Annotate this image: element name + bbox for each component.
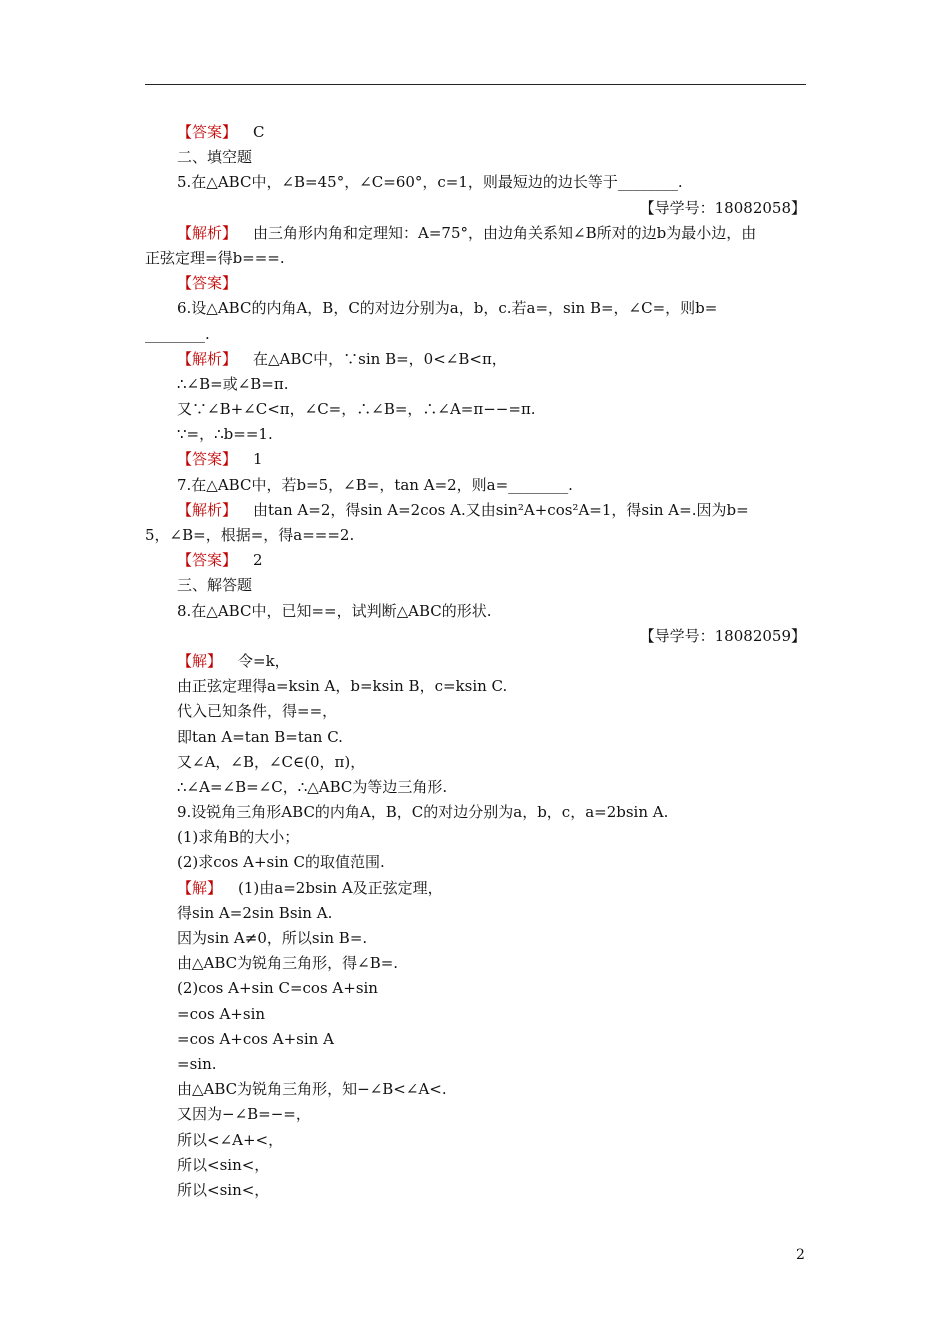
- text-line: [145, 699, 806, 724]
- text-line: [145, 951, 806, 976]
- text-line: [145, 170, 806, 195]
- text-line: [145, 145, 806, 170]
- line-text: ∵=，∴b==1.: [177, 425, 273, 444]
- line-text: 又∠A，∠B，∠C∈(0，π)，: [177, 752, 366, 771]
- text-line: [145, 1027, 806, 1052]
- line-text: =cos A+sin: [177, 1004, 266, 1023]
- text-line: [145, 1077, 806, 1102]
- line-text: (2)求cos A+sin C的取值范围.: [177, 853, 385, 872]
- section-tag: 【答案】: [177, 450, 238, 469]
- line-text: 二、填空题: [177, 148, 253, 167]
- line-text: 2: [253, 551, 263, 570]
- text-line: [145, 271, 806, 296]
- section-tag: 【解析】: [177, 500, 238, 519]
- section-tag: 【答案】: [177, 274, 238, 293]
- line-text: 由正弦定理得a=ksin A，b=ksin B，c=ksin C.: [177, 677, 508, 696]
- text-line: [145, 473, 806, 498]
- line-text: (1)由a=2bsin A及正弦定理，: [238, 878, 443, 897]
- text-line: [145, 447, 806, 472]
- line-text: =cos A+cos A+sin A: [177, 1029, 334, 1048]
- text-line: [145, 674, 806, 699]
- section-tag: 【解析】: [177, 349, 238, 368]
- section-tag: 【解】: [177, 878, 223, 897]
- line-text: ∴∠B=或∠B=π.: [177, 374, 289, 393]
- text-line: [145, 1128, 806, 1153]
- line-text: =sin.: [177, 1054, 217, 1073]
- line-text: 所以<∠A+<，: [177, 1130, 284, 1149]
- line-text: (2)cos A+sin C=cos A+sin: [177, 979, 378, 998]
- page-number: 2: [796, 1247, 805, 1263]
- text-line: [145, 800, 806, 825]
- line-text: 5.在△ABC中，∠B=45°，∠C=60°，c=1，则最短边的边长等于________.: [177, 173, 683, 192]
- line-text: 6.设△ABC的内角A，B，C的对边分别为a，b，c.若a=，sin B=，∠C=，则b=: [177, 299, 718, 318]
- text-line: [145, 825, 806, 850]
- text-line: [145, 573, 806, 598]
- text-line: [145, 372, 806, 397]
- text-line: [145, 1102, 806, 1127]
- section-tag: 【答案】: [177, 551, 238, 570]
- line-text: (1)求角B的大小；: [177, 828, 300, 847]
- text-line: [145, 850, 806, 875]
- text-line: [145, 1002, 806, 1027]
- text-line: [145, 246, 806, 271]
- line-text: 【导学号：18082059】: [639, 626, 806, 645]
- text-line: [145, 548, 806, 573]
- line-text: 在△ABC中，∵sin B=，0<∠B<π，: [253, 349, 507, 368]
- text-line: [145, 1052, 806, 1077]
- text-line: [145, 649, 806, 674]
- text-line: [145, 1153, 806, 1178]
- line-text: 7.在△ABC中，若b=5，∠B=，tan A=2，则a=________.: [177, 475, 573, 494]
- section-tag: 【答案】: [177, 123, 238, 141]
- line-text: ________.: [145, 324, 210, 343]
- text-line: [145, 901, 806, 926]
- line-text: 令=k，: [238, 651, 290, 670]
- text-line: [145, 750, 806, 775]
- line-text: 由△ABC为锐角三角形，得∠B=.: [177, 954, 399, 973]
- text-line: [145, 725, 806, 750]
- text-line: [145, 926, 806, 951]
- line-text: 正弦定理=得b===.: [145, 248, 285, 267]
- text-line: [145, 397, 806, 422]
- text-line: [145, 221, 806, 246]
- line-text: 【导学号：18082058】: [639, 198, 806, 217]
- line-text: C: [253, 123, 265, 141]
- text-line: [145, 322, 806, 347]
- header-rule: [145, 84, 806, 85]
- section-tag: 【解析】: [177, 223, 238, 242]
- text-line: [145, 1178, 806, 1203]
- line-text: 因为sin A≠0，所以sin B=.: [177, 929, 368, 947]
- line-text: 由三角形内角和定理知：A=75°，由边角关系知∠B所对的边b为最小边，由: [253, 223, 757, 242]
- text-line: [145, 775, 806, 800]
- line-text: ∴∠A=∠B=∠C，∴△ABC为等边三角形.: [177, 777, 448, 796]
- line-text: 三、解答题: [177, 576, 253, 595]
- text-line: [145, 624, 806, 649]
- section-tag: 【解】: [177, 651, 223, 670]
- line-text: 由△ABC为锐角三角形，知−∠B<∠A<.: [177, 1080, 447, 1099]
- line-text: 又因为−∠B=−=，: [177, 1105, 311, 1124]
- line-text: 又∵∠B+∠C<π，∠C=，∴∠B=，∴∠A=π−−=π.: [177, 400, 536, 419]
- line-text: 所以<sin<，: [177, 1155, 270, 1174]
- line-text: 即tan A=tan B=tan C.: [177, 727, 343, 746]
- text-line: [145, 422, 806, 447]
- line-text: 5，∠B=，根据=，得a===2.: [145, 526, 355, 544]
- text-line: [145, 976, 806, 1001]
- text-line: [145, 120, 806, 145]
- text-line: [145, 347, 806, 372]
- line-text: 代入已知条件，得==，: [177, 702, 338, 721]
- line-text: 1: [253, 450, 263, 469]
- line-text: 8.在△ABC中，已知==，试判断△ABC的形状.: [177, 601, 492, 620]
- text-line: [145, 523, 806, 548]
- text-line: [145, 599, 806, 624]
- text-line: [145, 876, 806, 901]
- line-text: 得sin A=2sin Bsin A.: [177, 903, 333, 922]
- text-line: [145, 296, 806, 321]
- text-line: [145, 196, 806, 221]
- line-text: 由tan A=2，得sin A=2cos A.又由sin²A+cos²A=1，得sin A=.因为b=: [253, 500, 749, 519]
- document-body: [145, 120, 806, 1203]
- line-text: 所以<sin<，: [177, 1180, 270, 1199]
- line-text: 9.设锐角三角形ABC的内角A，B，C的对边分别为a，b，c，a=2bsin A.: [177, 803, 669, 822]
- text-line: [145, 498, 806, 523]
